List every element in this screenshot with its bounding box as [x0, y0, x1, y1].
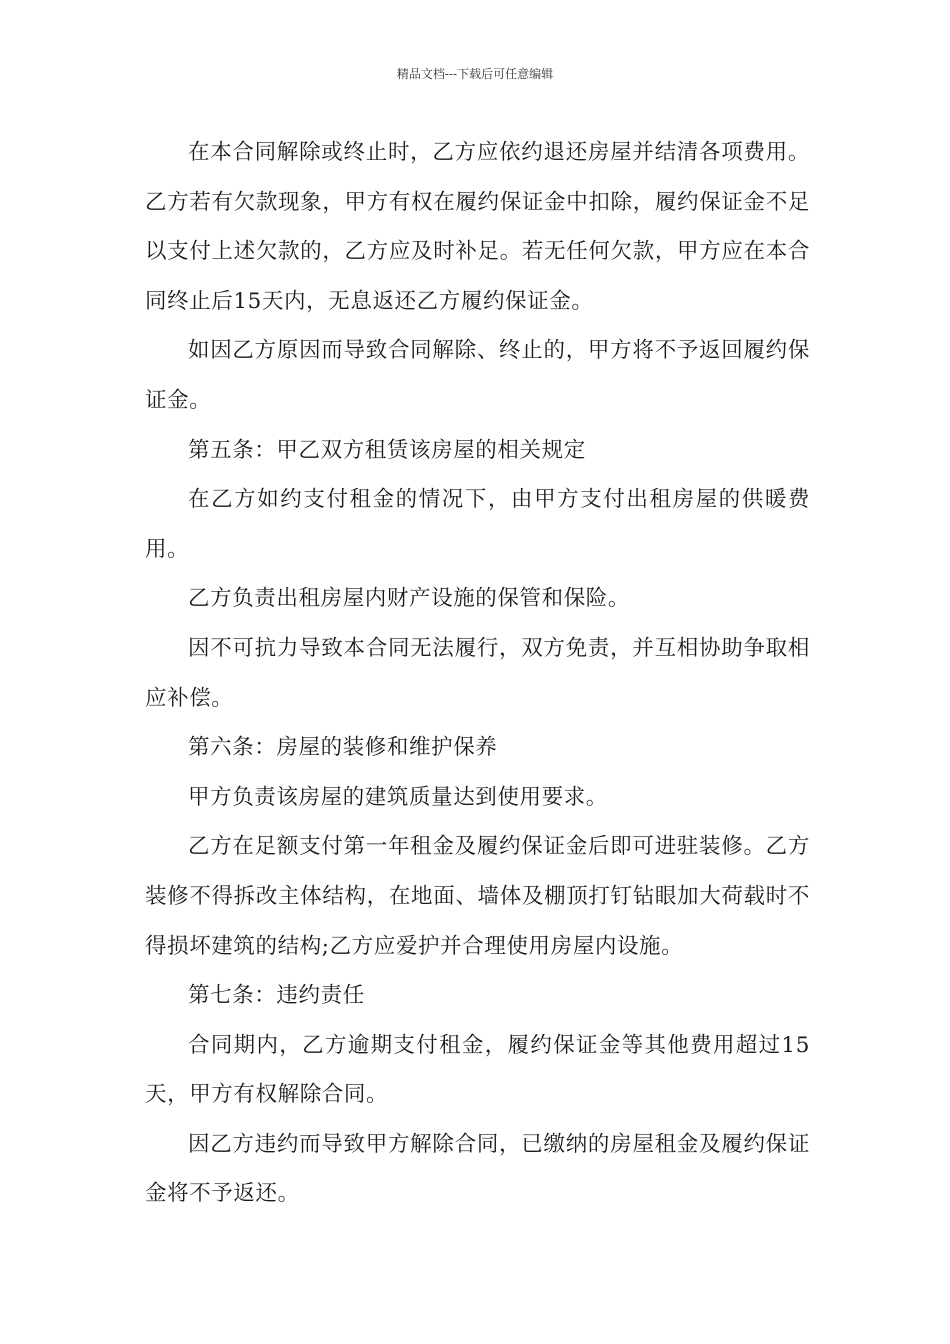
paragraph-property-custody: 乙方负责出租房屋内财产设施的保管和保险。 [188, 586, 631, 612]
paragraph-force-majeure: 因不可抗力导致本合同无法履行，双方免责，并互相协助争取相应补偿。 [145, 635, 810, 711]
article-6-heading: 第六条：房屋的装修和维护保养 [188, 735, 498, 761]
document-body [145, 128, 810, 1219]
paragraph-late-payment: 合同期内，乙方逾期支付租金，履约保证金等其他费用超过15天，甲方有权解除合同。 [145, 1032, 810, 1108]
paragraph-renovation: 乙方在足额支付第一年租金及履约保证金后即可进驻装修。乙方装修不得拆改主体结构，在地面、墙体及棚顶打钉钻眼加大荷载时不得损坏建筑的结构;乙方应爱护并合理使用房屋内设施。 [145, 834, 810, 959]
paragraph-deposit-refund: 在本合同解除或终止时，乙方应依约退还房屋并结清各项费用。乙方若有欠款现象，甲方有权在履约保证金中扣除，履约保证金不足以支付上述欠款的，乙方应及时补足。若无任何欠款，甲方应在本合同终止后15天内，无息返还乙方履约保证金。 [145, 140, 810, 314]
paragraph-building-quality: 甲方负责该房屋的建筑质量达到使用要求。 [188, 784, 608, 810]
page-header: 精品文档---下载后可任意编辑 [396, 67, 554, 81]
paragraph-breach-forfeit: 因乙方违约而导致甲方解除合同，已缴纳的房屋租金及履约保证金将不予返还。 [145, 1131, 810, 1207]
article-5-heading: 第五条：甲乙双方租赁该房屋的相关规定 [188, 437, 586, 463]
article-7-heading: 第七条：违约责任 [188, 983, 365, 1009]
paragraph-deposit-forfeit: 如因乙方原因而导致合同解除、终止的，甲方将不予返回履约保证金。 [145, 338, 810, 413]
paragraph-heating-fee: 在乙方如约支付租金的情况下，由甲方支付出租房屋的供暖费用。 [145, 487, 810, 562]
